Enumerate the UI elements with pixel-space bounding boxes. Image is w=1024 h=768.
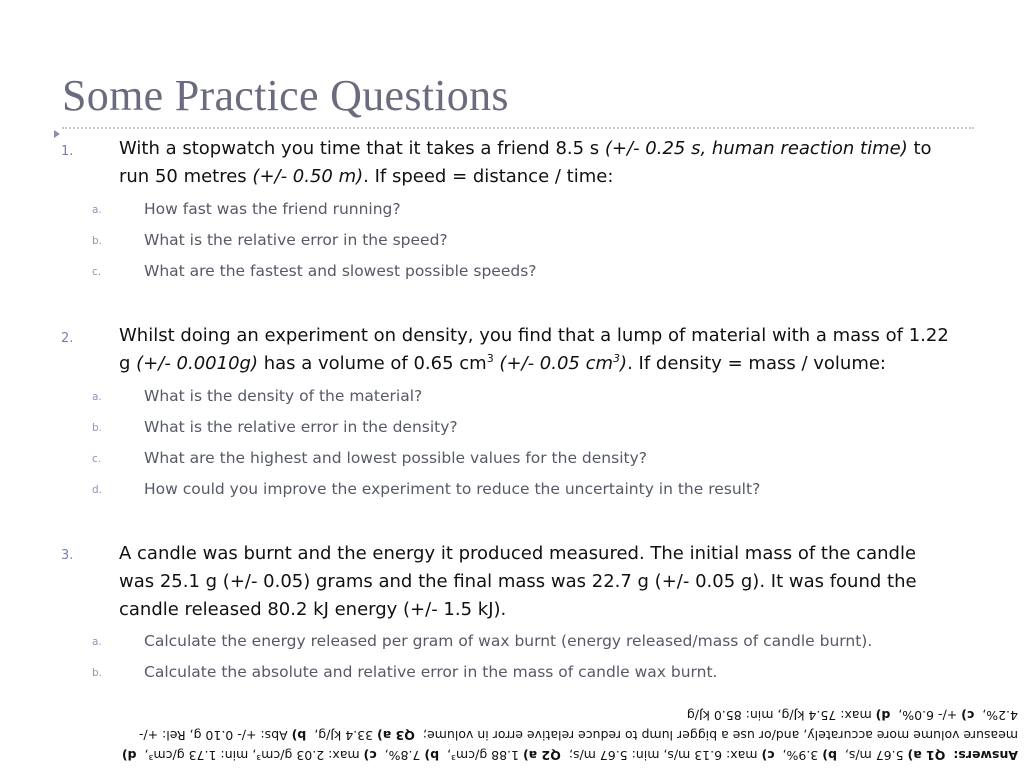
bullet-arrow-icon [54, 130, 60, 138]
question-part: What are the fastest and slowest possible speeds? [144, 262, 537, 280]
slide-title: Some Practice Questions [62, 71, 509, 120]
question-1-text: With a stopwatch you time that it takes a friend 8.5 s (+/- 0.25 s, human reaction time) to run 50 metres (+/- 0.50 m). If speed = distance / time: [119, 138, 932, 187]
question-part: How fast was the friend running? [144, 200, 401, 218]
question-number: 1. [61, 144, 74, 159]
question-part: What is the relative error in the speed? [144, 231, 448, 249]
question-number: 3. [61, 548, 74, 563]
title-divider [62, 127, 974, 129]
answers-footer: Answers: Q1 a) 5.67 m/s, b) 3.9%, c) max: 6.13 m/s, min: 5.67 m/s; Q2 a) 1.88 g/cm³, b) 7.8%, c) max: 2.03 g/cm³, min: 1.73 g/cm³, d) measure volume more accurately, and/or use a bigger lump to reduce relative error in volume; Q3 a) 33.4 kJ/g, b) Abs: +/- 0.10 g, Rel: +/- 4.2%, c) +/- 6.0%, d) max: 75.4 kJ/g, min: 85.0 kJ/g [121, 708, 1018, 763]
part-letter: c. [92, 453, 102, 465]
question-number: 2. [61, 331, 74, 346]
question-part: What is the density of the material? [144, 387, 423, 405]
question-part: Calculate the absolute and relative error in the mass of candle wax burnt. [144, 663, 718, 681]
question-2-text: Whilst doing an experiment on density, you find that a lump of material with a mass of 1.22 g (+/- 0.0010g) has a volume of 0.65 $cm^3$ (+/- 0.05 $cm^3$). If density = mass / volume: [119, 325, 949, 374]
question-part: How could you improve the experiment to reduce the uncertainty in the result? [144, 480, 761, 498]
question-part: What are the highest and lowest possible values for the density? [144, 449, 647, 467]
part-letter: d. [92, 484, 103, 496]
part-letter: b. [92, 422, 103, 434]
part-letter: b. [92, 235, 103, 247]
question-part: Calculate the energy released per gram of wax burnt (energy released/mass of candle burnt). [144, 632, 873, 650]
part-letter: c. [92, 266, 102, 278]
part-letter: b. [92, 667, 103, 679]
part-letter: a. [92, 391, 102, 403]
question-3-text: A candle was burnt and the energy it produced measured. The initial mass of the candle was 25.1 g (+/- 0.05) grams and the final mass was 22.7 g (+/- 0.05 g). It was found the candle released 80.2 kJ energy (+/- 1.5 kJ). [119, 543, 917, 620]
part-letter: a. [92, 204, 102, 216]
question-part: What is the relative error in the density? [144, 418, 458, 436]
part-letter: a. [92, 636, 102, 648]
